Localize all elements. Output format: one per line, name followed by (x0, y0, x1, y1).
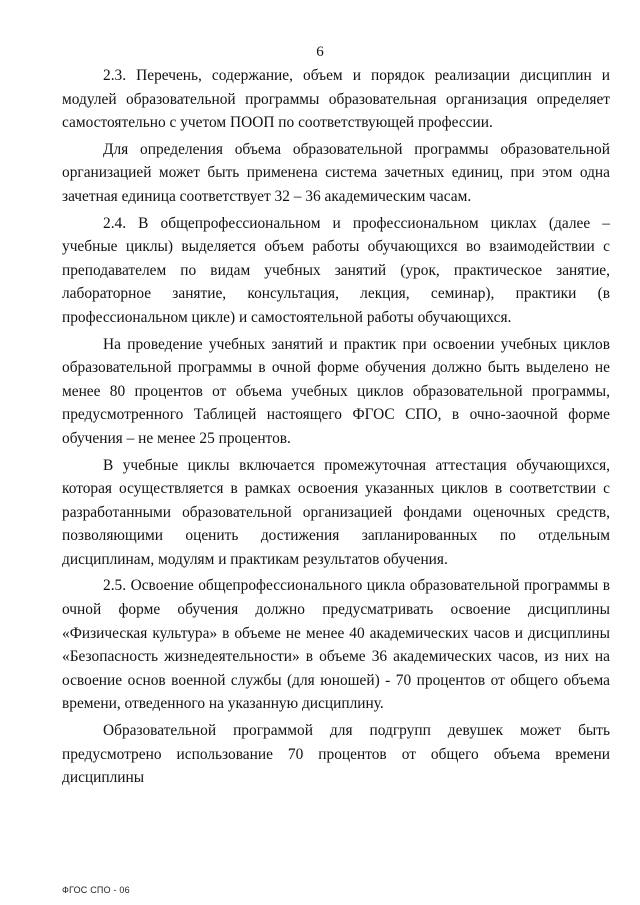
paragraph-girls-subgroups: Образовательной программой для подгрупп девушек может быть предусмотрено использование 70 процентов от общего объема времени дисциплины (62, 722, 610, 787)
paragraph-classes-practice: На проведение учебных занятий и практик при освоении учебных циклов образовательной программы в очной форме обучения должно быть выделено не менее 80 процентов от объема учебных циклов образовательной программы, предусмотренного Таблицей настоящего ФГОС СПО, в очно-заочной форме обучения – не менее 25 процентов. (62, 335, 610, 447)
document-body (62, 64, 610, 793)
paragraph-credit-units: Для определения объема образовательной программы образовательной организацией может быть применена система зачетных единиц, при этом одна зачетная единица соответствует 32 – 36 академическим часам. (62, 140, 610, 205)
paragraph-2-4: 2.4. В общепрофессиональном и профессиональном циклах (далее – учебные циклы) выделяется объем работы обучающихся во взаимодействии с преподавателем по видам учебных занятий (урок, практическое занятие, лабораторное занятие, консультация, лекция, семинар), практики (в профессиональном цикле) и самостоятельной работы обучающихся. (62, 214, 610, 326)
footer-document-code: ФГОС СПО - 06 (62, 885, 130, 895)
paragraph-intermediate-attestation: В учебные циклы включается промежуточная аттестация обучающихся, которая осуществляется в рамках освоения указанных циклов в соответствии с разработанными образовательной организацией фондами оценочных средств, позволяющими оценить достижения запланированных по отдельным дисциплинам, модулям и практикам результатов обучения. (62, 456, 610, 568)
paragraph-2-5: 2.5. Освоение общепрофессионального цикла образовательной программы в очной форме обучения должно предусматривать освоение дисциплины «Физическая культура» в объеме не менее 40 академических часов и дисциплины «Безопасность жизнедеятельности» в объеме 36 академических часов, из них на освоение основ военной службы (для юношей) - 70 процентов от общего объема времени, отведенного на указанную дисциплину. (62, 577, 610, 713)
paragraph-2-3: 2.3. Перечень, содержание, объем и порядок реализации дисциплин и модулей образовательной программы образовательная организация определяет самостоятельно с учетом ПООП по соответствующей профессии. (62, 67, 610, 132)
page-number: 6 (316, 44, 324, 60)
